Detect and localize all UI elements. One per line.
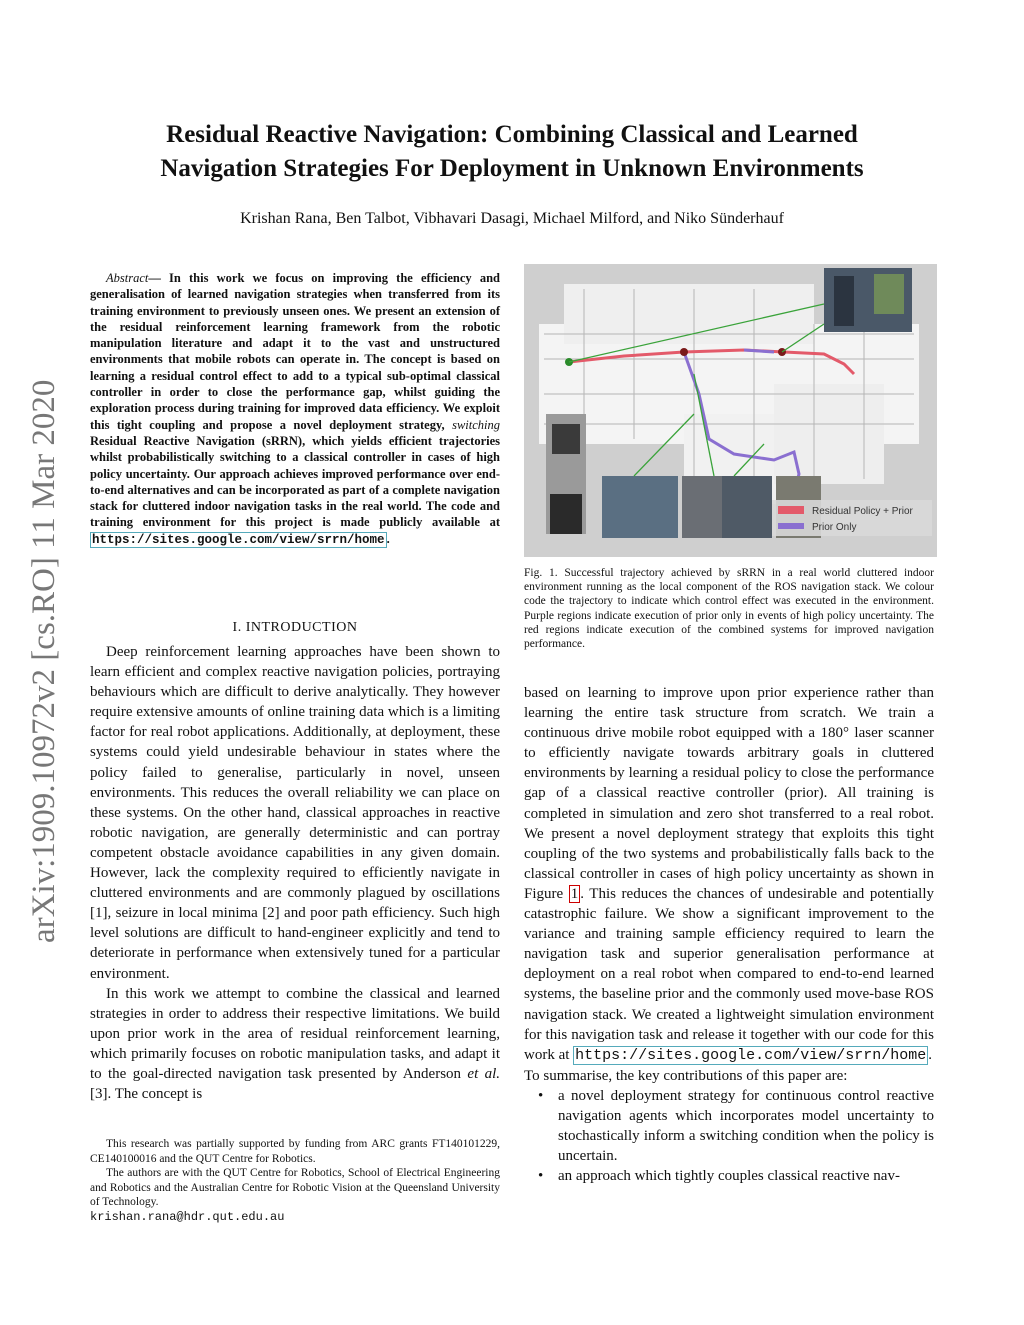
abstract-label: Abstract — [106, 271, 149, 285]
title-line-1: Residual Reactive Navigation: Combining Classical and Learned — [166, 121, 858, 148]
arxiv-side-label: arXiv:1909.10972v2 [cs.RO] 11 Mar 2020 — [26, 379, 62, 943]
legend-label-prior: Prior Only — [812, 522, 857, 533]
intro-p2-text: In this work we attempt to combine the classical and learned strategies in order to address their respective limitations. We build upon prior work in the area of residual reinforcement learning, which primarily focuses on robotic manipulation tasks, and adapt it to the goal-directed navigation task presented by Anderson — [90, 985, 500, 1082]
footnote-email[interactable]: krishan.rana@hdr.qut.edu.au — [90, 1209, 285, 1224]
footnote-funding: This research was partially supported by funding from ARC grants FT140101229, CE140100016 and the QUT Centre for Robotics. — [90, 1138, 500, 1165]
right-column-body — [524, 683, 934, 1186]
figure-1-graphic — [524, 264, 937, 557]
summary-line: To summarise, the key contributions of this paper are: — [524, 1067, 848, 1084]
et-al: et al. — [467, 1065, 501, 1082]
contribution-bullet-1: • a novel deployment strategy for continuous control reactive navigation agents which incorporates model uncertainty to stochastically inform a switching condition when the policy is uncertain. — [524, 1086, 934, 1166]
right-p1-text-2: . This reduces the chances of undesirable and potentially catastrophic failure. We show a significant improvement to the variance and training sample efficiency required to learn the navigation task and superior generalisation performance at deployment on a real robot when compared to end-to-end learned systems, the baseline prior and the commonly used move-base ROS navigation stack. We created a lightweight simulation environment for this navigation task and release it together with our code for this work at — [524, 885, 934, 1063]
figure-1-caption: Fig. 1. Successful trajectory achieved by sRRN in a real world cluttered indoor environment running as the local component of the ROS navigation stack. We colour code the trajectory to indicate which control effect was executed in the environment. Purple regions indicate execution of prior only in events of high policy uncertainty. The red regions indicate execution of the combined systems for improved navigation performance. — [524, 567, 934, 651]
abstract — [90, 270, 500, 548]
waypoint-marker — [680, 348, 688, 356]
abstract-switching: switching — [452, 417, 500, 432]
section-heading-introduction: I. INTRODUCTION — [232, 620, 358, 635]
abstract-url-link[interactable]: https://sites.google.com/view/srrn/home — [92, 532, 385, 547]
intro-p2-end: [3]. The concept is — [90, 1086, 203, 1103]
project-url-link[interactable]: https://sites.google.com/view/srrn/home — [575, 1046, 927, 1064]
intro-paragraph-2 — [90, 984, 500, 1105]
title-line-2: Navigation Strategies For Deployment in Unknown Environments — [160, 155, 864, 182]
legend-swatch-prior — [778, 523, 804, 529]
intro-paragraph-1: Deep reinforcement learning approaches have been shown to learn efficient and complex reactive navigation policies, portraying behaviours which are difficult to derive analytically. They however require extensive amounts of online training data which is a limiting factor for real robot applications. Additionally, at deployment, these systems could yield undesirable behaviour in states where the policy failed to generalise, particularly in novel, unseen environments. This reduces the overall reliability we can place on these systems. On the other hand, classical approaches in reactive robotic navigation, are generally deterministic and can portray competent obstacle avoidance capabilities in any given domain. However, lack the complexity required to efficiently navigate in cluttered environments and are commonly plagued by oscillations [1], seizure in local minima [2] and poor path efficiency. Such high level solutions are difficult to hand-engineer explicitly and tend to deteriorate in performance when extensively tuned for a particular environment. — [90, 644, 500, 982]
author-list: Krishan Rana, Ben Talbot, Vibhavari Dasagi, Michael Milford, and Niko Sünderhauf — [240, 210, 784, 227]
right-paragraph-1 — [524, 683, 934, 1066]
footnote-affiliation: The authors are with the QUT Centre for Robotics, School of Electrical Engineering and Robotics and the Australian Centre for Robotic Vision at the Queensland University of Technology. — [90, 1167, 500, 1209]
paper-title — [60, 118, 964, 186]
legend-label-residual: Residual Policy + Prior — [812, 506, 913, 517]
abstract-end: . — [386, 531, 390, 546]
contribution-bullet-2: • an approach which tightly couples classical reactive nav- — [524, 1166, 934, 1186]
abstract-text-1: — In this work we focus on improving the efficiency and generalisation of learned navigation strategies when transferred from its training environment to previously unseen ones. We present an extension of the residual reinforcement learning framework from the robotic manipulation literature and adapt it to the vast and unstructured environments that mobile robots can operate in. The concept is based on learning a residual control effect to add to a typical sub-optimal classical controller in order to close the performance gap, whilst guiding the exploration process during training for improved data efficiency. We exploit this tight coupling and propose a novel deployment strategy, — [90, 271, 500, 432]
photo-lab-1 — [602, 476, 678, 538]
right-end: . — [928, 1046, 932, 1063]
legend-swatch-residual — [778, 506, 804, 514]
footnotes — [90, 1137, 500, 1225]
legend — [772, 500, 932, 536]
figure-1 — [524, 264, 937, 557]
abstract-text-2: Residual Reactive Navigation (sRRN), which yields efficient trajectories whilst probabilistically switching to a classical controller in cases of high policy uncertainty. Our approach achieves improved performance over end-to-end alternatives and can be incorporated as part of a complete navigation stack for cluttered indoor navigation tasks in the real world. The code and training environment for this project is made publicly available at — [90, 433, 500, 530]
introduction-body — [90, 642, 500, 1104]
figure-ref-link[interactable]: 1 — [570, 885, 579, 902]
right-p1-text: based on learning to improve upon prior experience rather than learning the entire task structure from scratch. We train a continuous drive mobile robot equipped with a 180° laser scanner to efficiently navigate towards arbitrary goals in cluttered environments by learning a residual policy to close the performance gap of a classical reactive controller (prior). All training is completed in simulation and zero shot transferred to a real robot. We present a novel deployment strategy that exploits this tight coupling of the two systems and probabilistically falls back to the classical controller in cases of high policy uncertainty as shown in Figure — [524, 685, 934, 902]
robot-image — [546, 414, 586, 534]
